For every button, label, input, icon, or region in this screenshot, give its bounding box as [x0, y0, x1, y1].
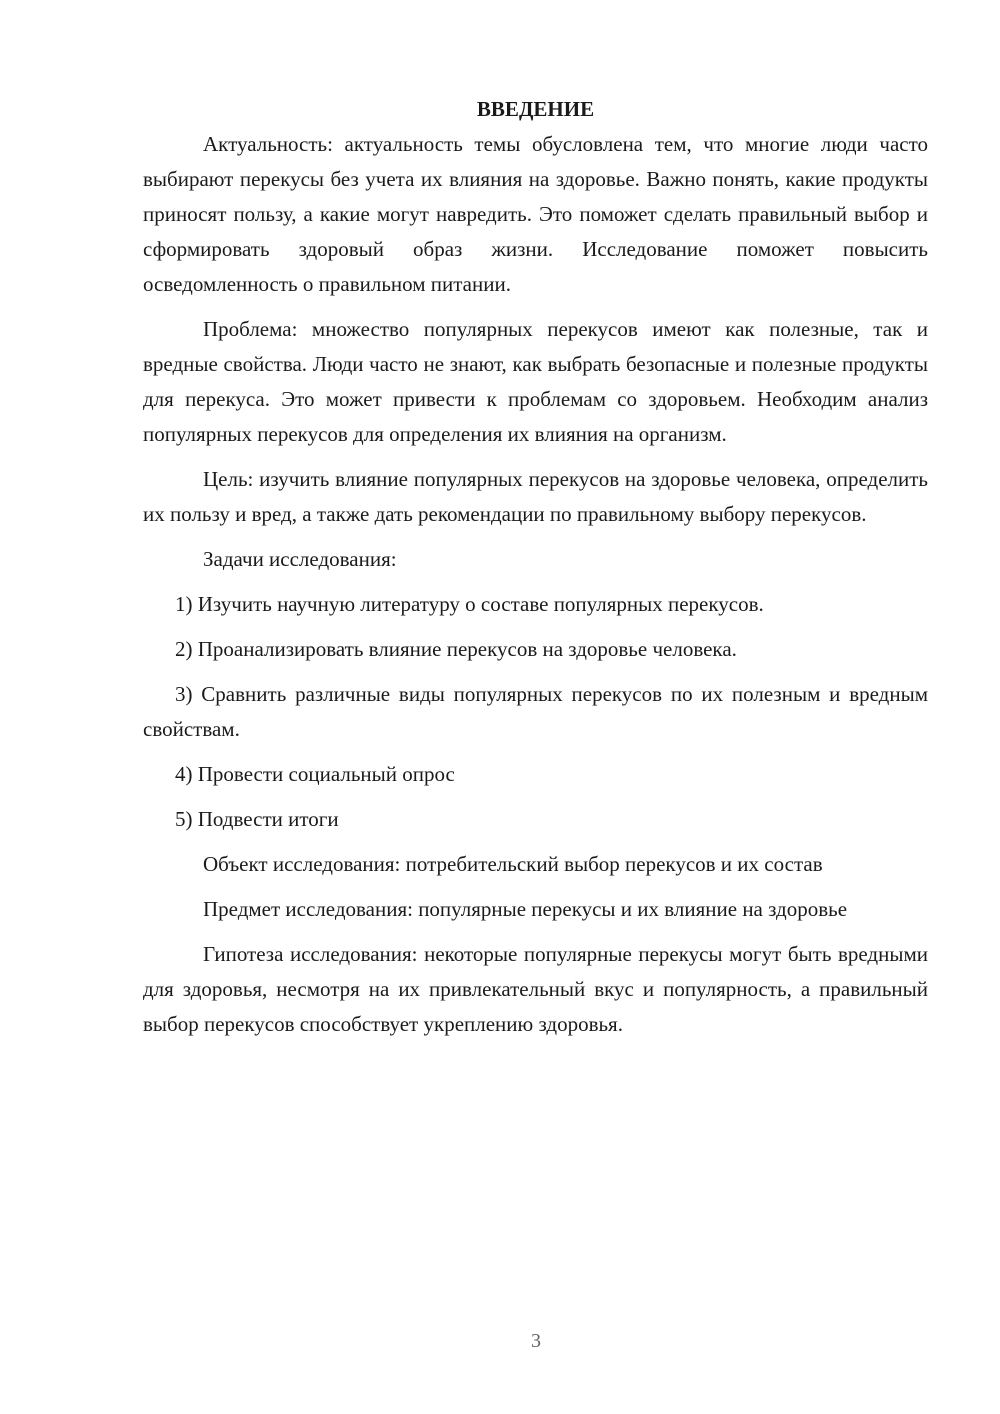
goal-paragraph: Цель: изучить влияние популярных перекусов на здоровье человека, определить их пользу и вред, а также дать рекомендации по правильному выбору перекусов. — [143, 467, 928, 526]
hypothesis-paragraph: Гипотеза исследования: некоторые популярные перекусы могут быть вредными для здоровья, несмотря на их привлекательный вкус и популярность, а правильный выбор перекусов способствует укреплению здоровья. — [143, 942, 928, 1036]
relevance-paragraph: Актуальность: актуальность темы обусловлена тем, что многие люди часто выбирают перекусы без учета их влияния на здоровье. Важно понять, какие продукты приносят пользу, а какие могут навредить. Это поможет сделать правильный выбор и сформировать здоровый образ жизни. Исследование поможет повысить осведомленность о правильном питании. — [143, 132, 928, 296]
subject-paragraph: Предмет исследования: популярные перекусы и их влияние на здоровье — [203, 897, 848, 921]
page-content — [143, 92, 928, 1052]
task-item-4: 4) Провести социальный опрос — [175, 762, 455, 786]
tasks-heading: Задачи исследования: — [203, 547, 397, 571]
task-item-1: 1) Изучить научную литературу о составе популярных перекусов. — [175, 592, 764, 616]
page-number: 3 — [531, 1330, 541, 1352]
task-item-3: 3) Сравнить различные виды популярных перекусов по их полезным и вредным свойствам. — [143, 682, 928, 741]
section-title: ВВЕДЕНИЕ — [476, 97, 595, 121]
task-item-5: 5) Подвести итоги — [175, 807, 339, 831]
problem-paragraph: Проблема: множество популярных перекусов имеют как полезные, так и вредные свойства. Люди часто не знают, как выбрать безопасные и полезные продукты для перекуса. Это может привести к проблемам со здоровьем. Необходим анализ популярных перекусов для определения их влияния на организм. — [143, 317, 928, 446]
task-item-2: 2) Проанализировать влияние перекусов на здоровье человека. — [175, 637, 737, 661]
object-paragraph: Объект исследования: потребительский выбор перекусов и их состав — [203, 852, 823, 876]
